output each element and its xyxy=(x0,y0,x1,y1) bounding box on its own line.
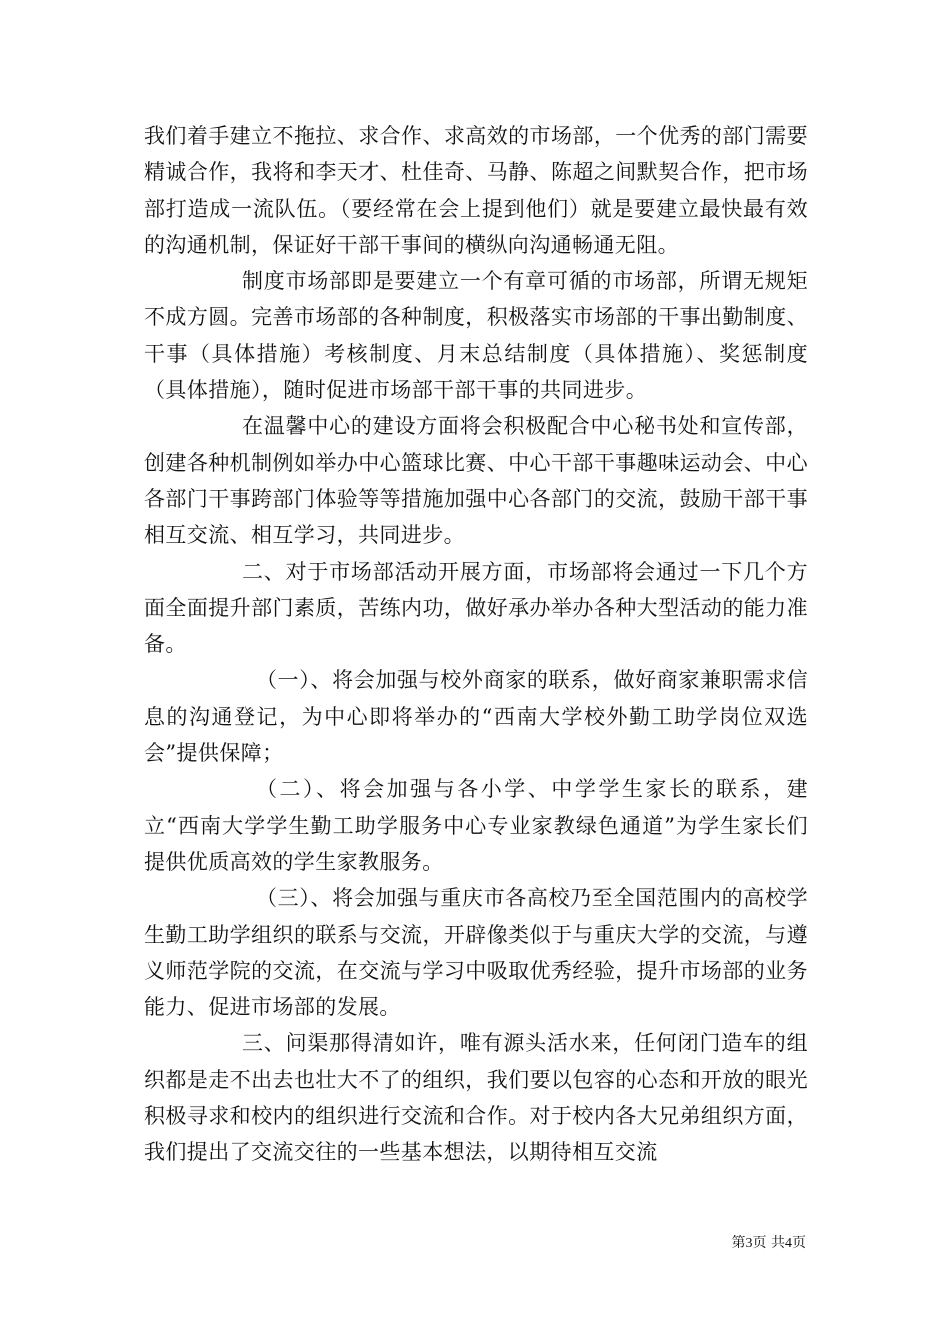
footer-total-pages: 4 xyxy=(785,1236,792,1251)
paragraph-4: 二、对于市场部活动开展方面，市场部将会通过一下几个方面全面提升部门素质，苦练内功，做好承办举办各种大型活动的能力准备。 xyxy=(144,559,808,657)
footer-page-number: 3 xyxy=(745,1236,753,1251)
footer-suffix: 页 xyxy=(792,1235,806,1251)
paragraph-8: 三、问渠那得清如许，唯有源头活水来，任何闭门造车的组织都是走不出去也壮大不了的组织，我们要以包容的心态和开放的眼光积极寻求和校内的组织进行交流和合作。对于校内各大兄弟组织方面，我们提出了交流交往的一些基本想法，以期待相互交流 xyxy=(144,1031,808,1165)
paragraph-7: （三）、将会加强与重庆市各高校乃至全国范围内的高校学生勤工助学组织的联系与交流，开辟像类似于与重庆大学的交流，与遵义师范学院的交流，在交流与学习中吸取优秀经验，提升市场部的业务能力、促进市场部的发展。 xyxy=(144,886,808,1020)
paragraph-3: 在温馨中心的建设方面将会积极配合中心秘书处和宣传部，创建各种机制例如举办中心篮球比赛、中心干部干事趣味运动会、中心各部门干事跨部门体验等等措施加强中心各部门的交流，鼓励干部干事相互交流、相互学习，共同进步。 xyxy=(144,414,808,548)
document-body xyxy=(144,118,808,1171)
paragraph-5: （一）、将会加强与校外商家的联系，做好商家兼职需求信息的沟通登记，为中心即将举办的“西南大学校外勤工助学岗位双选会”提供保障； xyxy=(144,668,808,766)
footer-middle: 页 共 xyxy=(752,1235,785,1251)
paragraph-6: （二）、将会加强与各小学、中学学生家长的联系，建立“西南大学学生勤工助学服务中心专业家教绿色通道”为学生家长们提供优质高效的学生家教服务。 xyxy=(144,777,808,874)
paragraph-1: 我们着手建立不拖拉、求合作、求高效的市场部，一个优秀的部门需要精诚合作，我将和李天才、杜佳奇、马静、陈超之间默契合作，把市场部打造成一流队伍。（要经常在会上提到他们）就是要建立最快最有效的沟通机制，保证好干部干事间的横纵向沟通畅通无阻。 xyxy=(144,124,808,257)
paragraph-2: 制度市场部即是要建立一个有章可循的市场部，所谓无规矩不成方圆。完善市场部的各种制度，积极落实市场部的干事出勤制度、干事（具体措施）考核制度、月末总结制度（具体措施）、奖惩制度（具体措施），随时促进市场部干部干事的共同进步。 xyxy=(144,269,808,403)
page-number-footer xyxy=(732,1232,806,1252)
footer-prefix: 第 xyxy=(731,1235,746,1251)
